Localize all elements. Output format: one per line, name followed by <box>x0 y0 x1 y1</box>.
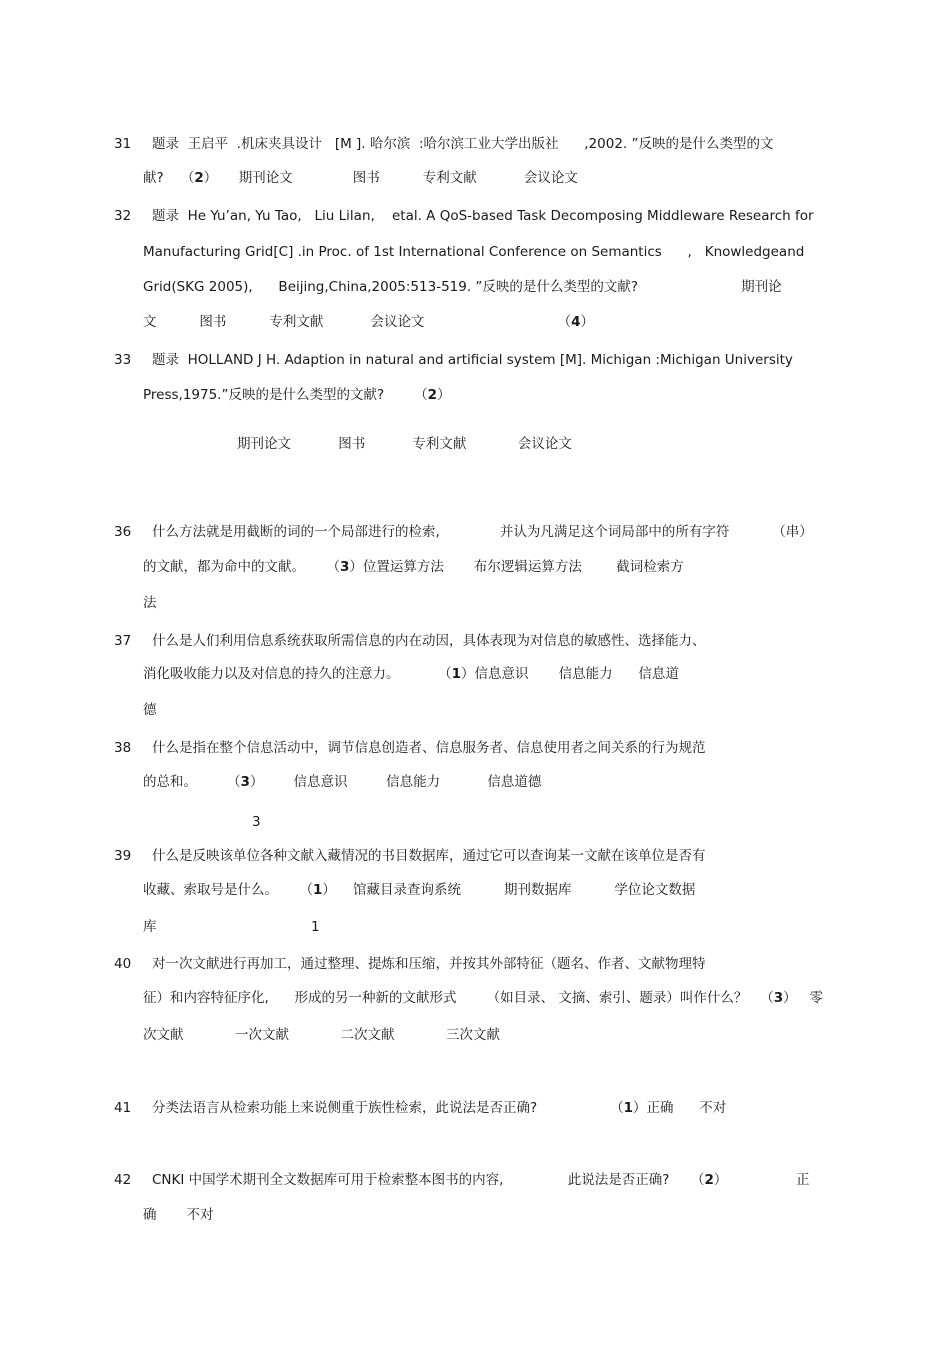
question-options-line: 分类法语言从检索功能上来说侧重于族性检索，此说法是否正确? （1）正确 不对 <box>152 1100 727 1116</box>
answer-number: 4 <box>571 314 581 330</box>
question-options-line: 期刊论文 图书 专利文献 会议论文 <box>237 436 572 452</box>
question-options-line: 确 不对 <box>143 1207 214 1223</box>
question-options-line: 收藏、索取号是什么。 （1） 馆藏目录查询系统 期刊数据库 学位论文数据 <box>143 882 696 898</box>
question-options-line: 次文献 一次文献 二次文献 三次文献 <box>143 1027 500 1043</box>
question-text-line: 库 1 <box>143 919 320 935</box>
answer-number: 3 <box>773 990 784 1006</box>
question-number: 37 <box>114 633 132 649</box>
question-text-line: 什么是指在整个信息活动中，调节信息创造者、信息服务者、信息使用者之间关系的行为规范 <box>152 740 706 756</box>
question-text-line: Press,1975.”反映的是什么类型的文献? （2） <box>143 387 451 403</box>
question-text-line: Manufacturing Grid[C] .in Proc. of 1st International Conference on Semantics , Knowledgeand <box>143 244 805 260</box>
question-text-line: 题录 王启平 .机床夹具设计 [M ]. 哈尔滨 :哈尔滨工业大学出版社 ,2002. ”反映的是什么类型的文 <box>152 136 774 152</box>
question-number: 41 <box>114 1100 132 1116</box>
question-number: 32 <box>114 208 132 224</box>
question-number: 31 <box>114 136 132 152</box>
answer-number: 3 <box>240 774 250 790</box>
question-number: 36 <box>114 524 132 540</box>
question-number: 39 <box>114 848 132 864</box>
question-text-line: 法 <box>143 595 157 611</box>
question-options-line: 的文献，都为命中的文献。 （3）位置运算方法 布尔逻辑运算方法 截词检索方 <box>143 559 684 575</box>
answer-number: 3 <box>339 559 350 575</box>
question-options-line: 文 图书 专利文献 会议论文 （4） <box>143 314 594 330</box>
question-text-line: 对一次文献进行再加工，通过整理、提炼和压缩，并按其外部特征（题名、作者、文献物理特 <box>152 956 706 972</box>
question-options-line: 消化吸收能力以及对信息的持久的注意力。 （1）信息意识 信息能力 信息道 <box>143 666 679 682</box>
question-text-line: 德 <box>143 702 157 718</box>
question-text-line: 题录 HOLLAND J H. Adaption in natural and artificial system [M]. Michigan :Michigan University <box>152 352 793 368</box>
question-text-line: 什么是人们利用信息系统获取所需信息的内在动因，具体表现为对信息的敏感性、选择能力、 <box>152 633 706 649</box>
question-text-line: 什么是反映该单位各种文献入藏情况的书目数据库，通过它可以查询某一文献在该单位是否有 <box>152 848 706 864</box>
answer-number: 1 <box>451 666 462 682</box>
question-options-line: 的总和。 （3） 信息意识 信息能力 信息道德 <box>143 774 542 790</box>
question-number: 33 <box>114 352 132 368</box>
answer-number: 1 <box>623 1100 634 1116</box>
page-number: 3 <box>252 814 261 830</box>
question-number: 38 <box>114 740 132 756</box>
answer-number: 2 <box>427 387 438 403</box>
question-text-line: 题录 He Yu’an, Yu Tao, Liu Lilan, etal. A QoS-based Task Decomposing Middleware Research for <box>152 208 814 224</box>
answer-number: 2 <box>704 1172 714 1188</box>
question-text-line: 什么方法就是用截断的词的一个局部进行的检索, 并认为凡满足这个词局部中的所有字符 （串） <box>152 524 813 540</box>
question-options-line: CNKI 中国学术期刊全文数据库可用于检索整本图书的内容, 此说法是否正确? （2） 正 <box>152 1172 810 1188</box>
answer-number: 2 <box>194 170 204 186</box>
question-options-line: 献? （2） 期刊论文 图书 专利文献 会议论文 <box>143 170 578 186</box>
question-number: 40 <box>114 956 132 972</box>
question-text-line: Grid(SKG 2005), Beijing,China,2005:513-519. ”反映的是什么类型的文献? 期刊论 <box>143 279 782 295</box>
question-options-line: 征）和内容特征序化, 形成的另一种新的文献形式 （如目录、 文摘、索引、题录）叫作什么？ （3） 零 <box>143 990 824 1006</box>
answer-number: 1 <box>312 882 323 898</box>
question-number: 42 <box>114 1172 132 1188</box>
